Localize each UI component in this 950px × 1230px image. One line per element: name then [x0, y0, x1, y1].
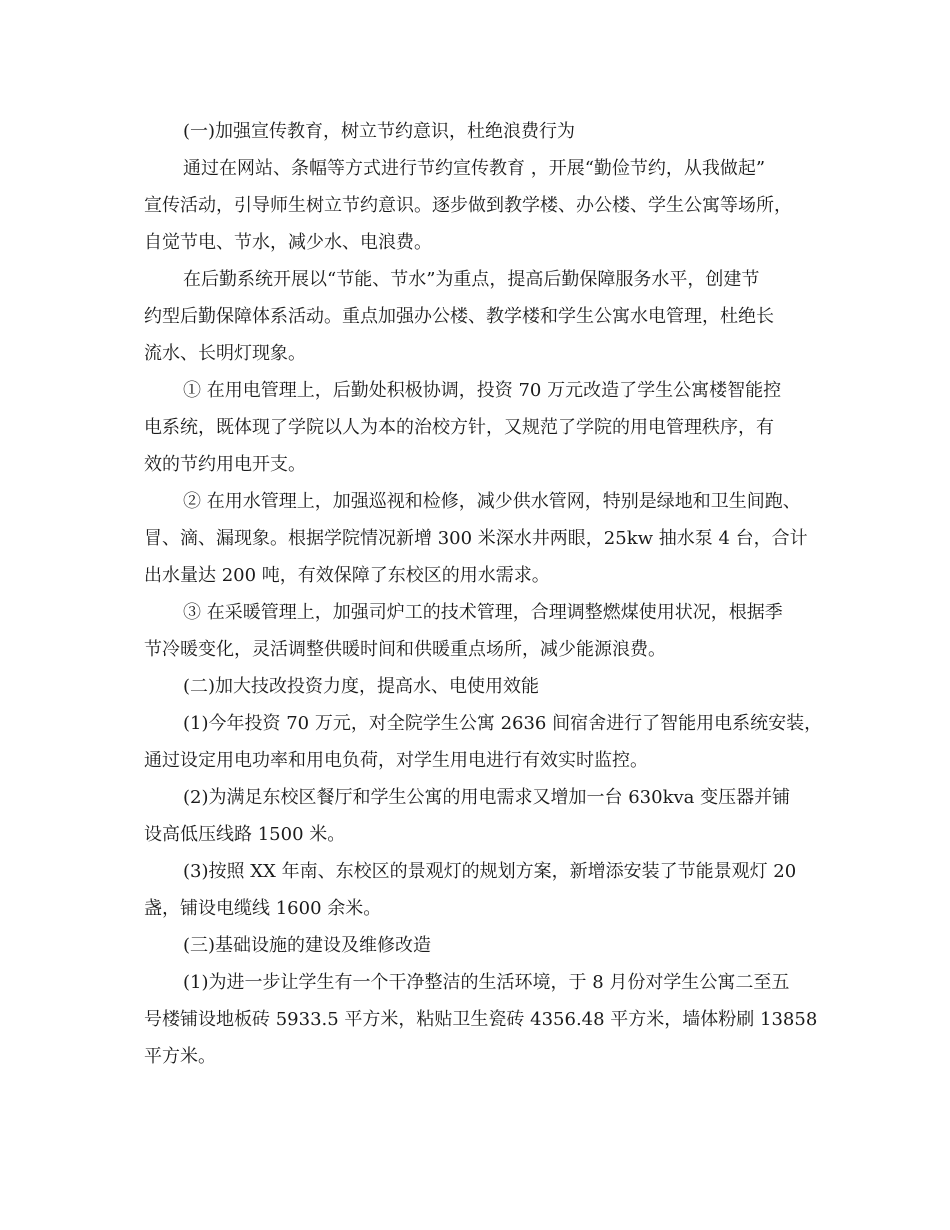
paragraph-line: 出水量达 200 吨，有效保障了东校区的用水需求。 — [144, 565, 550, 586]
paragraph-line: 盏，铺设电缆线 1600 余米。 — [144, 898, 382, 919]
paragraph-line: 冒、滴、漏现象。根据学院情况新增 300 米深水井两眼，25kw 抽水泵 4 台，合计 — [144, 528, 808, 549]
paragraph-line: 约型后勤保障体系活动。重点加强办公楼、教学楼和学生公寓水电管理，杜绝长 — [144, 306, 774, 327]
list-item-3: (3)按照 XX 年南、东校区的景观灯的规划方案，新增添安装了节能景观灯 20 — [183, 861, 797, 882]
paragraph-line: 平方米。 — [144, 1046, 216, 1067]
paragraph-line: 设高低压线路 1500 米。 — [144, 824, 346, 845]
list-item-heating: ③ 在采暖管理上，加强司炉工的技术管理，合理调整燃煤使用状况，根据季 — [183, 602, 783, 623]
list-item-1: (1)为进一步让学生有一个干净整洁的生活环境，于 8 月份对学生公寓二至五 — [183, 972, 790, 993]
section-heading-3: (三)基础设施的建设及维修改造 — [183, 935, 432, 956]
list-item-1: (1)今年投资 70 万元，对全院学生公寓 2636 间宿舍进行了智能用电系统安装， — [183, 713, 823, 734]
list-item-electricity: ① 在用电管理上，后勤处积极协调，投资 70 万元改造了学生公寓楼智能控 — [183, 380, 782, 401]
list-item-2: (2)为满足东校区餐厅和学生公寓的用电需求又增加一台 630kva 变压器并铺 — [183, 787, 791, 808]
paragraph-line: 效的节约用电开支。 — [144, 454, 306, 475]
paragraph-line: 电系统，既体现了学院以人为本的治校方针，又规范了学院的用电管理秩序，有 — [144, 417, 774, 438]
paragraph-line: 在后勤系统开展以“节能、节水”为重点，提高后勤保障服务水平，创建节 — [183, 269, 760, 290]
paragraph-line: 号楼铺设地板砖 5933.5 平方米，粘贴卫生瓷砖 4356.48 平方米，墙体粉刷 13858 — [144, 1009, 818, 1030]
paragraph-line: 自觉节电、节水，减少水、电浪费。 — [144, 232, 432, 253]
section-heading-2: (二)加大技改投资力度，提高水、电使用效能 — [183, 676, 540, 697]
paragraph-line: 流水、长明灯现象。 — [144, 343, 306, 364]
paragraph-line: 通过设定用电功率和用电负荷，对学生用电进行有效实时监控。 — [144, 750, 648, 771]
paragraph-line: 通过在网站、条幅等方式进行节约宣传教育 ，开展“勤俭节约，从我做起” — [183, 158, 766, 179]
list-item-water: ② 在用水管理上，加强巡视和检修，减少供水管网，特别是绿地和卫生间跑、 — [183, 491, 801, 512]
paragraph-line: 节冷暖变化，灵活调整供暖时间和供暖重点场所，减少能源浪费。 — [144, 639, 666, 660]
paragraph-line: 宣传活动，引导师生树立节约意识。逐步做到教学楼、办公楼、学生公寓等场所， — [144, 195, 792, 216]
section-heading-1: (一)加强宣传教育，树立节约意识，杜绝浪费行为 — [183, 121, 576, 142]
